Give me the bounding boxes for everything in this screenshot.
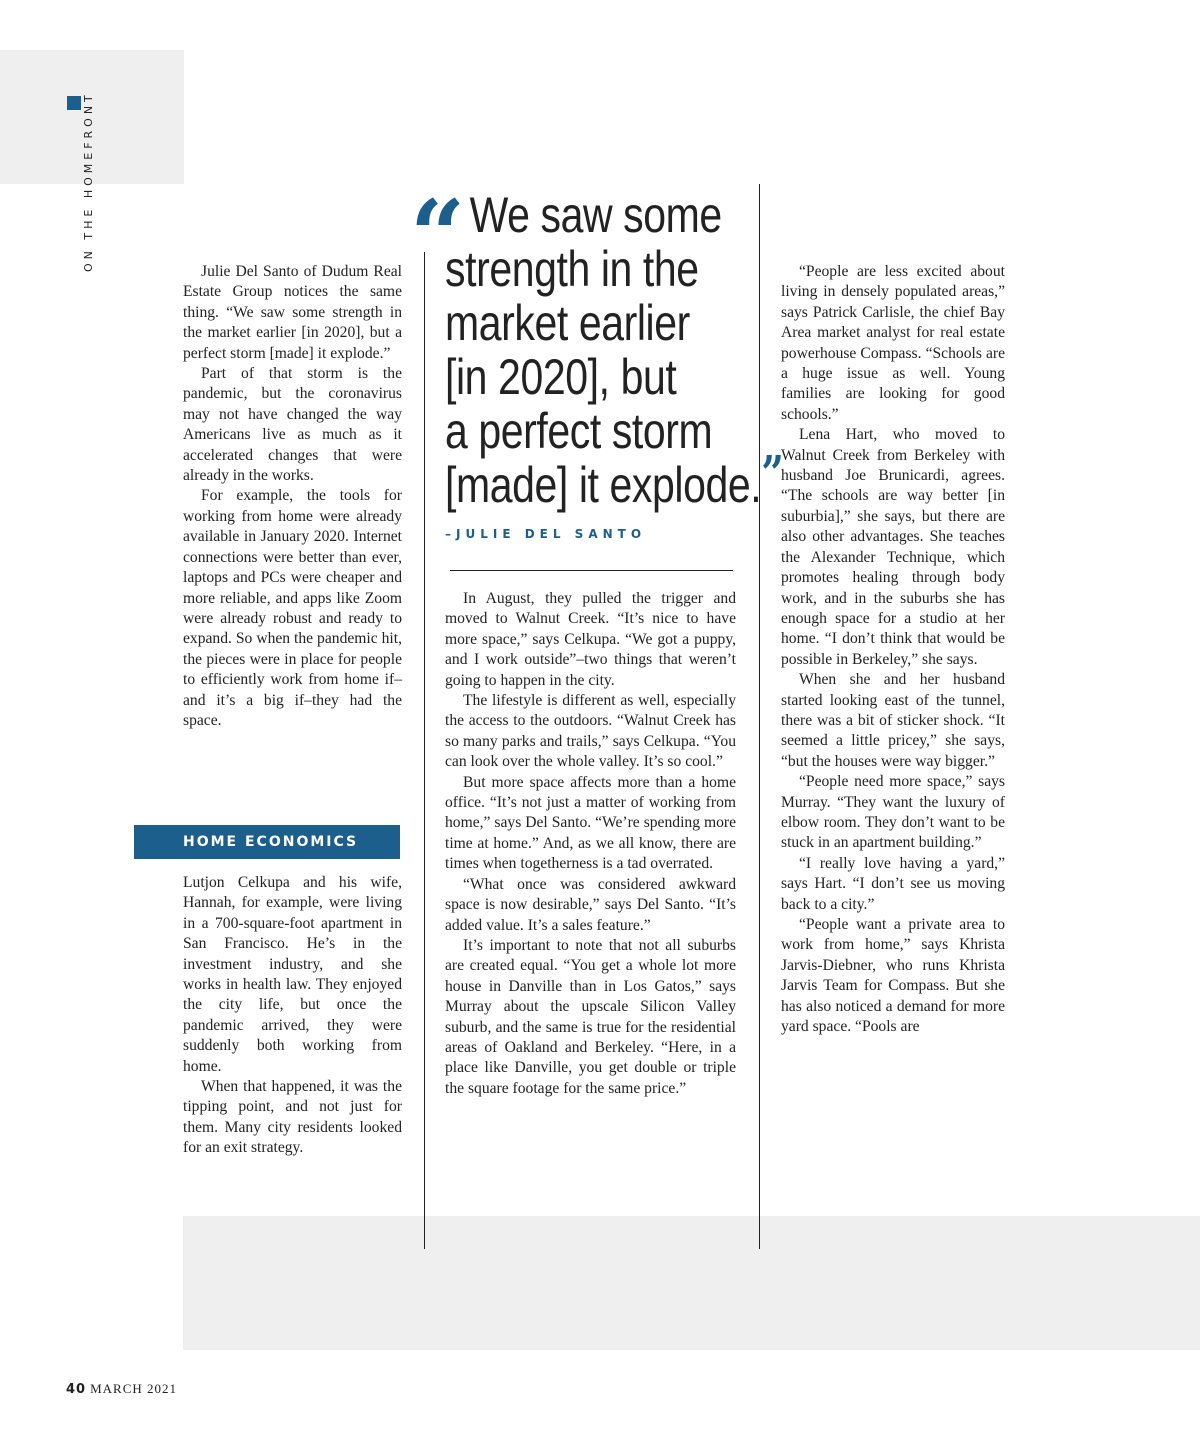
paragraph: “People need more space,” says Murray. “They want the luxury of elbow room. They don’t want to be stuck in an apartment building.” bbox=[781, 773, 1005, 852]
pullquote-line-text: [made] it explode. bbox=[445, 457, 762, 513]
page-number: 40 bbox=[66, 1382, 87, 1397]
paragraph: “People want a private area to work from home,” says Khrista Jarvis-Diebner, who runs Khrista Jarvis Team for Compass. But she has also noticed a demand for more yard space. “Pools are bbox=[781, 916, 1005, 1036]
section-label: ON THE HOMEFRONT bbox=[82, 91, 95, 272]
decorative-gray-block-bottom bbox=[183, 1216, 1200, 1350]
close-quote-mark: ” bbox=[761, 446, 784, 502]
paragraph: In August, they pulled the trigger and moved to Walnut Creek. “It’s nice to have more space,” says Celkupa. “We got a puppy, and I work outside”–two things that weren’t going to happen in the city. bbox=[445, 590, 736, 689]
article-column-1-top bbox=[183, 262, 402, 731]
paragraph: When that happened, it was the tipping point, and not just for them. Many city residents looked for an exit strategy. bbox=[183, 1078, 402, 1157]
pullquote-divider bbox=[450, 570, 733, 571]
article-column-3 bbox=[781, 262, 1005, 1037]
pullquote bbox=[445, 187, 784, 513]
paragraph: It’s important to note that not all suburbs are created equal. “You get a whole lot more house in Danville than in Los Gatos,” says Murray about the upscale Silicon Valley suburb, and the same is true for the residential areas of Oakland and Berkeley. “Here, in a place like Danville, you get double or triple the square footage for the same price.” bbox=[445, 936, 736, 1097]
open-quote-mark: “ bbox=[410, 179, 466, 292]
pullquote-line: market earlier bbox=[445, 295, 690, 351]
paragraph: Julie Del Santo of Dudum Real Estate Group notices the same thing. “We saw some strength in the market earlier [in 2020], but a perfect storm [made] it explode.” bbox=[183, 263, 402, 362]
pullquote-line: We saw some bbox=[469, 187, 722, 243]
article-column-2 bbox=[445, 589, 736, 1099]
paragraph: Lutjon Celkupa and his wife, Hannah, for example, were living in a 700-square-foot apartment in San Francisco. He’s in the investment industry, and she works in health law. They enjoyed the city life, but once the pandemic arrived, they were suddenly both working from home. bbox=[183, 874, 402, 1075]
section-square-marker bbox=[67, 96, 81, 110]
paragraph: Lena Hart, who moved to Walnut Creek from Berkeley with husband Joe Brunicardi, agrees. “The schools are way better [in suburbia],” she says, but there are also other advantages. She teaches the Alexander Technique, which promotes healing through body work, and in the suburbs she has enough space for a studio at her home. “I don’t think that would be possible in Berkeley,” she says. bbox=[781, 426, 1005, 668]
pullquote-attribution: –JULIE DEL SANTO bbox=[445, 527, 647, 541]
column-rule-right bbox=[759, 184, 760, 1249]
paragraph: “I really love having a yard,” says Hart. “I don’t see us moving back to a city.” bbox=[781, 854, 1005, 913]
paragraph: “What once was considered awkward space is now desirable,” says Del Santo. “It’s added value. It’s a sales feature.” bbox=[445, 875, 736, 934]
article-column-1-bottom bbox=[183, 873, 402, 1159]
pullquote-line: a perfect storm bbox=[445, 403, 713, 459]
pullquote-line-last bbox=[445, 446, 784, 513]
paragraph: When she and her husband started looking east of the tunnel, there was a bit of sticker shock. “It seemed a little pricey,” she says, “but the houses were way bigger.” bbox=[781, 671, 1005, 770]
pullquote-line: strength in the bbox=[445, 241, 699, 297]
paragraph: But more space affects more than a home office. “It’s not just a matter of working from home,” says Del Santo. “We’re spending more time at home.” And, as we all know, there are times when togetherness is a tad overrated. bbox=[445, 773, 736, 873]
issue-date: MARCH 2021 bbox=[90, 1381, 178, 1396]
paragraph: The lifestyle is different as well, especially the access to the outdoors. “Walnut Creek has so many parks and trails,” says Celkupa. “You can look over the whole valley. It’s so cool.” bbox=[445, 692, 736, 771]
paragraph: For example, the tools for working from home were already available in January 2020. Internet connections were better than ever, laptops and PCs were cheaper and more reliable, and apps like Zoom were already robust and ready to expand. So when the pandemic hit, the pieces were in place for people to efficiently work from home if–and it’s a big if–they had the space. bbox=[183, 487, 402, 729]
column-rule-left bbox=[424, 252, 425, 1249]
pullquote-line: [in 2020], but bbox=[445, 349, 677, 405]
subhead-home-economics: HOME ECONOMICS bbox=[134, 825, 400, 859]
page-folio bbox=[66, 1381, 177, 1397]
paragraph: “People are less excited about living in densely populated areas,” says Patrick Carlisle, the chief Bay Area market analyst for real estate powerhouse Compass. “Schools are a huge issue as well. Young families are looking for good schools.” bbox=[781, 263, 1005, 423]
paragraph: Part of that storm is the pandemic, but the coronavirus may not have changed the way Americans live as much as it accelerated changes that were already in the works. bbox=[183, 365, 402, 485]
